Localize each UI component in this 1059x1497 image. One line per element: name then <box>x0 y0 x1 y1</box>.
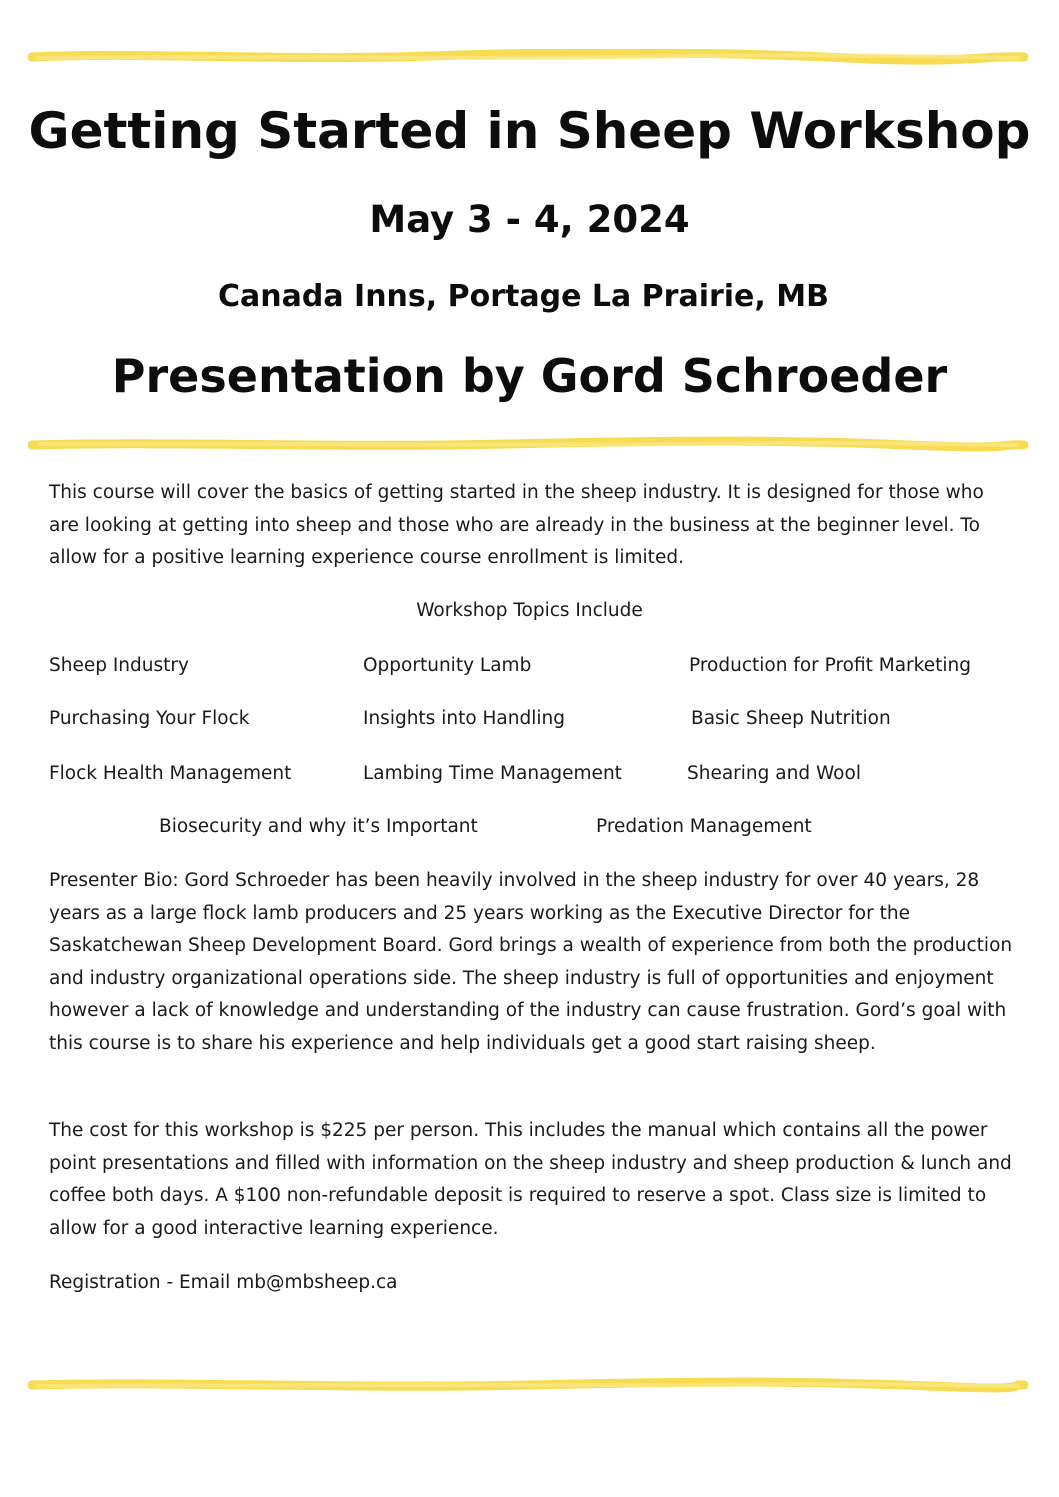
registration-line: Registration - Email mb@mbsheep.ca <box>49 1272 398 1293</box>
page-title: Getting Started in Sheep Workshop <box>28 102 1031 160</box>
topic-item: Insights into Handling <box>363 708 565 729</box>
presenter-heading: Presentation by Gord Schroeder <box>111 349 948 403</box>
bottom-decorative-stroke <box>28 1377 1028 1393</box>
cost-paragraph: The cost for this workshop is $225 per person. This includes the manual which contains all the power point presentations and filled with information on the sheep industry and sheep production & lunch and coffee both days. A $100 non-refundable deposit is required to reserve a spot. Class size is limited to allow for a good interactive learning experience. <box>49 1120 1012 1239</box>
event-venue: Canada Inns, Portage La Prairie, MB <box>218 279 829 314</box>
topics-heading: Workshop Topics Include <box>416 600 643 621</box>
topic-item: Shearing and Wool <box>687 763 861 784</box>
topic-item: Sheep Industry <box>49 655 189 676</box>
top-decorative-stroke <box>28 49 1028 65</box>
topic-item: Purchasing Your Flock <box>49 708 250 729</box>
topic-item: Flock Health Management <box>49 763 292 784</box>
presenter-bio-paragraph: Presenter Bio: Gord Schroeder has been heavily involved in the sheep industry for over 40 years, 28 years as a large flock lamb producers and 25 years working as the Executive Director for the Saskatchewan Sheep Development Board. Gord brings a wealth of experience from both the production and industry organizational operations side. The sheep industry is full of opportunities and enjoyment however a lack of knowledge and understanding of the industry can cause frustration. Gord’s goal with this course is to share his experience and help individuals get a good start raising sheep. <box>49 870 1013 1054</box>
topic-item: Opportunity Lamb <box>363 655 532 676</box>
event-date: May 3 - 4, 2024 <box>369 198 690 241</box>
middle-decorative-stroke <box>28 436 1028 452</box>
intro-paragraph: This course will cover the basics of getting started in the sheep industry. It is designed for those who are looking at getting into sheep and those who are already in the business at the beginner level. To allow for a positive learning experience course enrollment is limited. <box>49 482 984 568</box>
topic-item: Basic Sheep Nutrition <box>691 708 891 729</box>
topic-item: Predation Management <box>596 816 812 837</box>
topic-item: Production for Profit Marketing <box>689 655 971 676</box>
topic-item: Lambing Time Management <box>363 763 622 784</box>
topic-item: Biosecurity and why it’s Important <box>159 816 478 837</box>
